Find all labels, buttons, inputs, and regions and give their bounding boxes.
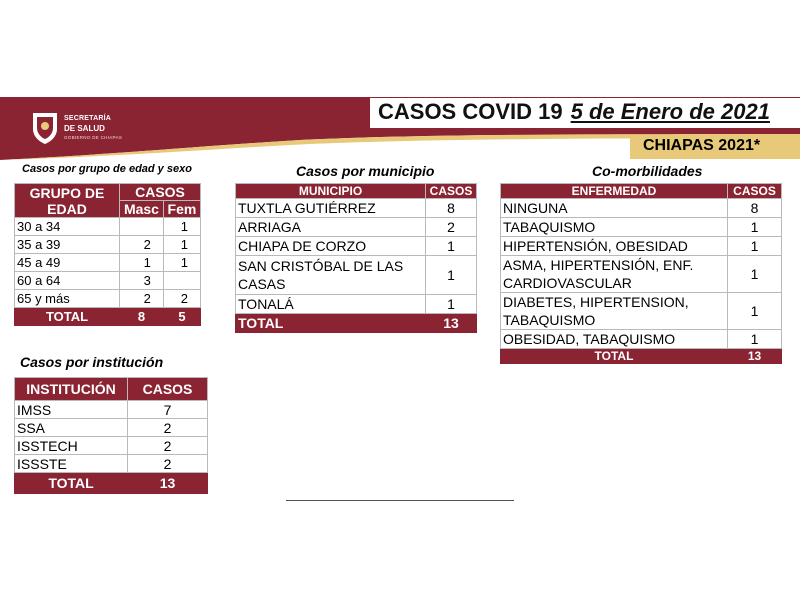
cell-municipio: TUXTLA GUTIÉRREZ <box>236 199 426 218</box>
cell-masc: 2 <box>120 290 164 308</box>
total-label: TOTAL <box>15 473 128 494</box>
table-row <box>501 237 782 256</box>
municipio-section-title: Casos por municipio <box>296 163 435 179</box>
cell-enfermedad: HIPERTENSIÓN, OBESIDAD <box>501 237 728 256</box>
cell-fem: 1 <box>163 218 200 236</box>
table-row <box>15 290 201 308</box>
total-cases: 13 <box>128 473 208 494</box>
total-masc: 8 <box>120 308 164 326</box>
total-fem: 5 <box>163 308 200 326</box>
total-cases: 13 <box>426 314 477 333</box>
table-row <box>15 401 208 419</box>
cell-fem: 1 <box>163 236 200 254</box>
shield-icon <box>30 109 60 145</box>
table-header-row <box>236 184 477 199</box>
table-header-row <box>501 184 782 199</box>
cell-cases: 1 <box>426 256 477 295</box>
table-row <box>15 236 201 254</box>
cell-fem: 2 <box>163 290 200 308</box>
table-row <box>15 419 208 437</box>
column-header-municipio: MUNICIPIO <box>236 184 426 199</box>
footer-rule <box>286 500 514 501</box>
cell-masc <box>120 218 164 236</box>
cell-cases: 1 <box>426 295 477 314</box>
cell-institucion: IMSS <box>15 401 128 419</box>
table-row <box>501 199 782 218</box>
cell-cases: 1 <box>728 218 782 237</box>
table-row <box>236 199 477 218</box>
column-header-cases: CASOS <box>128 378 208 401</box>
cell-cases: 2 <box>426 218 477 237</box>
table-header-row <box>15 184 201 201</box>
cell-masc: 3 <box>120 272 164 290</box>
cell-fem <box>163 272 200 290</box>
table-row <box>501 256 782 293</box>
cell-group: 65 y más <box>15 290 120 308</box>
comorbilidades-section-title: Co-morbilidades <box>592 163 703 179</box>
cell-group: 45 a 49 <box>15 254 120 272</box>
cell-enfermedad: ASMA, HIPERTENSIÓN, ENF. CARDIOVASCULAR <box>501 256 728 293</box>
cell-group: 30 a 34 <box>15 218 120 236</box>
page-title <box>378 99 770 125</box>
table-row <box>236 295 477 314</box>
logo-line1: SECRETARÍA <box>64 115 111 122</box>
column-header-masc: Masc <box>120 201 164 218</box>
secretaria-salud-logo <box>30 107 150 149</box>
cell-enfermedad: NINGUNA <box>501 199 728 218</box>
institucion-table <box>14 377 208 494</box>
age-sex-table <box>14 183 201 326</box>
table-row <box>236 218 477 237</box>
age-sex-section-title: Casos por grupo de edad y sexo <box>22 163 192 175</box>
cell-cases: 1 <box>728 256 782 293</box>
cell-cases: 1 <box>728 237 782 256</box>
cell-cases: 7 <box>128 401 208 419</box>
cell-municipio: SAN CRISTÓBAL DE LAS CASAS <box>236 256 426 295</box>
cell-masc: 2 <box>120 236 164 254</box>
cell-cases: 8 <box>728 199 782 218</box>
cell-enfermedad: DIABETES, HIPERTENSION, TABAQUISMO <box>501 293 728 330</box>
cell-cases: 1 <box>426 237 477 256</box>
column-header-fem: Fem <box>163 201 200 218</box>
title-date: 5 de Enero de 2021 <box>570 99 770 124</box>
cell-group: 35 a 39 <box>15 236 120 254</box>
column-header-enfermedad: ENFERMEDAD <box>501 184 728 199</box>
total-row <box>236 314 477 333</box>
logo-line2: DE SALUD <box>64 124 105 133</box>
cell-cases: 1 <box>728 330 782 349</box>
total-label: TOTAL <box>236 314 426 333</box>
cell-cases: 1 <box>728 293 782 330</box>
comorbilidades-table <box>500 183 782 364</box>
logo-line3: GOBIERNO DE CHIAPAS <box>64 135 123 140</box>
table-row <box>15 437 208 455</box>
column-header-institucion: INSTITUCIÓN <box>15 378 128 401</box>
cell-cases: 2 <box>128 437 208 455</box>
cell-fem: 1 <box>163 254 200 272</box>
cell-cases: 2 <box>128 455 208 473</box>
table-row <box>236 256 477 295</box>
total-row <box>15 308 201 326</box>
table-row <box>15 218 201 236</box>
table-row <box>501 293 782 330</box>
cell-cases: 2 <box>128 419 208 437</box>
cell-institucion: SSA <box>15 419 128 437</box>
column-header-cases: CASOS <box>728 184 782 199</box>
institucion-section-title: Casos por institución <box>20 354 164 370</box>
table-row <box>15 272 201 290</box>
cell-institucion: ISSSTE <box>15 455 128 473</box>
municipio-table <box>235 183 477 333</box>
table-header-row <box>15 378 208 401</box>
table-row <box>501 218 782 237</box>
total-cases: 13 <box>728 349 782 364</box>
total-label: TOTAL <box>15 308 120 326</box>
total-label: TOTAL <box>501 349 728 364</box>
cell-municipio: CHIAPA DE CORZO <box>236 237 426 256</box>
cell-enfermedad: TABAQUISMO <box>501 218 728 237</box>
cell-group: 60 a 64 <box>15 272 120 290</box>
table-row <box>15 254 201 272</box>
column-header-cases: CASOS <box>120 184 201 201</box>
cell-institucion: ISSTECH <box>15 437 128 455</box>
cell-cases: 8 <box>426 199 477 218</box>
total-row <box>15 473 208 494</box>
table-row <box>236 237 477 256</box>
title-text: CASOS COVID 19 <box>378 99 563 124</box>
cell-municipio: ARRIAGA <box>236 218 426 237</box>
cell-municipio: TONALÁ <box>236 295 426 314</box>
cell-masc: 1 <box>120 254 164 272</box>
column-header-cases: CASOS <box>426 184 477 199</box>
column-header-group: GRUPO DE EDAD <box>15 184 120 218</box>
table-row <box>15 455 208 473</box>
cell-enfermedad: OBESIDAD, TABAQUISMO <box>501 330 728 349</box>
page-subtitle: CHIAPAS 2021* <box>643 137 761 154</box>
total-row <box>501 349 782 364</box>
table-row <box>501 330 782 349</box>
